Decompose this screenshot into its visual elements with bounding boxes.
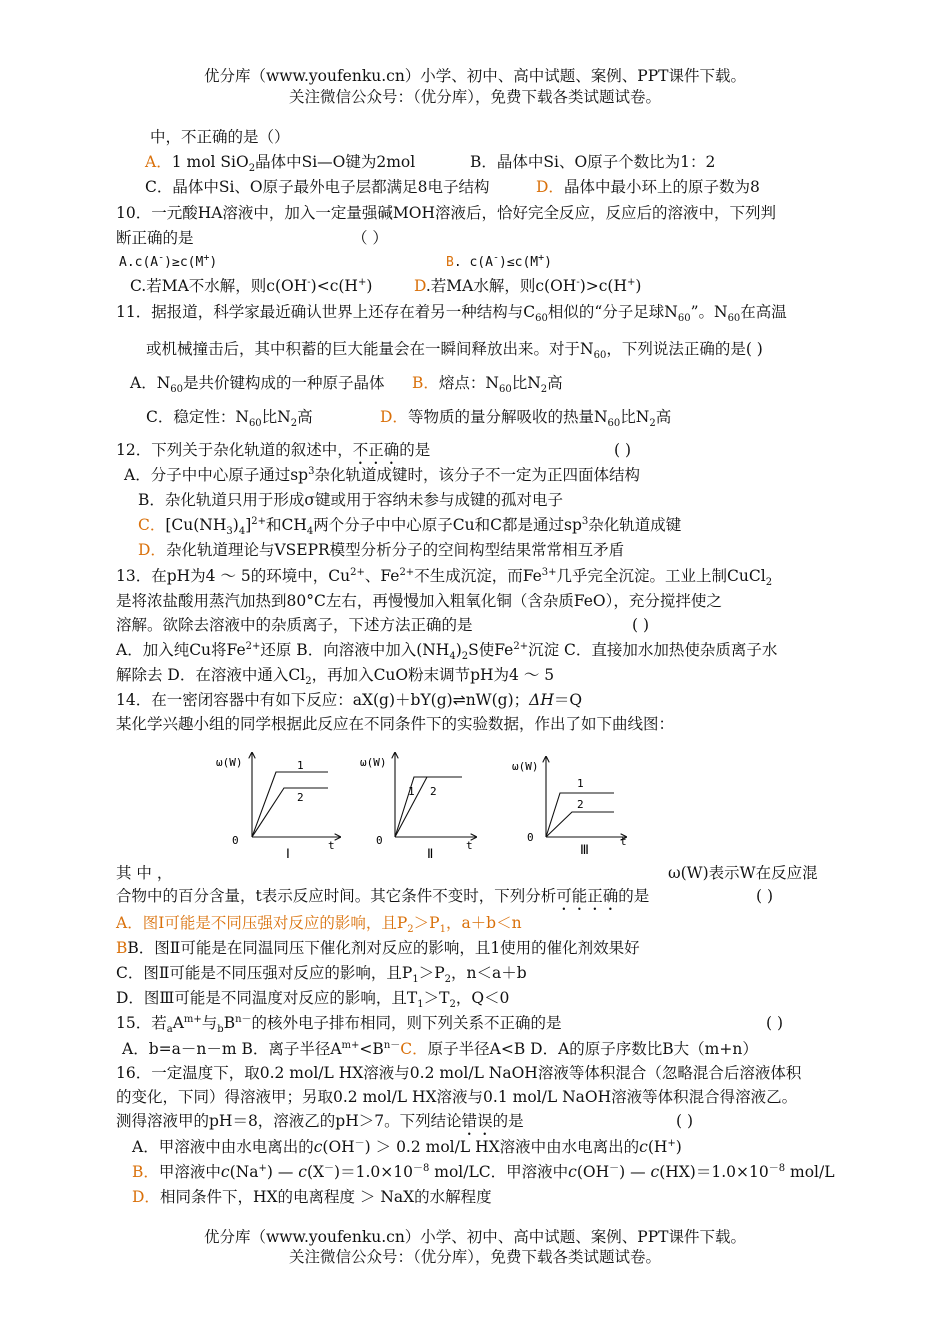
graph-1-origin: 0 bbox=[232, 834, 239, 847]
q14-option-d: D．图Ⅲ可能是不同温度对反应的影响，且$T_1>T_2$，Q＜0 bbox=[116, 989, 510, 1011]
q13-line2: 是将浓盐酸用蒸汽加热到80°C左右，再慢慢加入粗氧化铜（含杂质FeO），充分搅拌使之 bbox=[116, 592, 722, 610]
graph-3-t: t bbox=[620, 835, 627, 848]
graph-1 bbox=[252, 753, 340, 837]
graph-2-roman: Ⅱ bbox=[427, 847, 434, 862]
q10-option-a: A.c(A-)≥c(M+) bbox=[119, 252, 218, 270]
q9-stem: 中，不正确的是（） bbox=[150, 128, 290, 146]
graph-2-curve-1-label: 1 bbox=[408, 785, 415, 798]
q15-options: A．b=a－n－m B．离子半径$A^{m+}<B^{n-}C$．原子半径A<B D．A的原子序数比B大（m+n） bbox=[122, 1039, 758, 1058]
q16-line2: 的变化，下同）得溶液甲；另取0.2 mol/L HX溶液与0.1 mol/L NaOH溶液等体积混合得溶液乙。 bbox=[116, 1088, 798, 1106]
q12-stem: 12．下列关于杂化轨道的叙述中，不正确的是 ( ) bbox=[116, 441, 632, 459]
graph-2-curve-2-label: 2 bbox=[430, 785, 437, 798]
q14-line2: 某化学兴趣小组的同学根据此反应在不同条件下的实验数据，作出了如下曲线图： bbox=[116, 715, 675, 733]
q16-option-a: A．甲溶液中由水电离出的c(OH－) ＞ 0.2 mol/L HX溶液中由水电离出的c(H+) bbox=[132, 1137, 682, 1156]
q11-option-b: B．熔点：$N_{60}$比$N_2$高 bbox=[412, 374, 563, 396]
graph-1-curve-2 bbox=[252, 788, 328, 837]
q13-line1: 13．在pH为4 ～ 5的环境中，$Cu^{2+}$、$Fe^{2+}$不生成沉淀，而$Fe^{3+}$几乎完全沉淀。工业上制CuCl$_2$ bbox=[116, 566, 773, 589]
graph-1-curve-1 bbox=[252, 772, 328, 837]
graph-2-origin: 0 bbox=[376, 834, 383, 847]
q10-option-c: C.若MA不水解，则c(OH-)<c(H+) bbox=[130, 276, 373, 295]
graph-3-curve-1-label: 1 bbox=[577, 777, 584, 790]
graph-3-curve-2-label: 2 bbox=[577, 798, 584, 811]
header-line-1: 优分库（www.youfenku.cn）小学、初中、高中试题、案例、PPT课件下载。 bbox=[203, 67, 747, 85]
graph-3-roman: Ⅲ bbox=[580, 843, 589, 858]
graph-3-curve-2 bbox=[546, 812, 614, 837]
graph-1-curve-2-label: 2 bbox=[297, 791, 304, 804]
q14-graphs bbox=[210, 745, 650, 865]
q13-line5: 解除去 D．在溶液中通入$Cl_2$，再加入CuO粉末调节pH为4 ～ 5 bbox=[116, 666, 555, 688]
q13-line3: 溶解。欲除去溶液中的杂质离子，下述方法正确的是 ( ) bbox=[116, 616, 650, 634]
header-line-2: 关注微信公众号：（优分库），免费下载各类试题试卷。 bbox=[288, 88, 661, 106]
graph-1-roman: Ⅰ bbox=[286, 847, 290, 862]
q11-option-d: D．等物质的量分解吸收的热量$N_{60}$比$N_2$高 bbox=[380, 408, 672, 430]
q11-stem-line2: 或机械撞击后，其中积蓄的巨大能量会在一瞬间释放出来。对于$N_{60}$，下列说法正确的是( ) bbox=[146, 340, 763, 362]
q14-option-b: BB．图Ⅱ可能是在同温同压下催化剂对反应的影响，且1使用的催化剂效果好 bbox=[116, 939, 640, 957]
footer-line-1: 优分库（www.youfenku.cn）小学、初中、高中试题、案例、PPT课件下载。 bbox=[203, 1228, 747, 1246]
q10-stem-line1: 10．一元酸HA溶液中，加入一定量强碱MOH溶液后，恰好完全反应，反应后的溶液中，下列判 bbox=[116, 204, 777, 222]
q14-line3-left: 其 中 ， bbox=[116, 864, 173, 882]
graph-3-origin: 0 bbox=[527, 831, 534, 844]
q16-option-d: D．相同条件下，HX的电离程度 ＞ NaX的水解程度 bbox=[132, 1188, 492, 1206]
graph-3-ylabel: ω(W) bbox=[512, 760, 539, 773]
graph-1-ylabel: ω(W) bbox=[216, 756, 243, 769]
q12-option-b: B．杂化轨道只用于形成σ键或用于容纳未参与成键的孤对电子 bbox=[138, 491, 563, 509]
q11-stem-line1: 11．据报道，科学家最近确认世界上还存在着另一种结构与$C_{60}$相似的“分子足球$N_{60}$”。$N_{60}$在高温 bbox=[116, 303, 787, 325]
q10-option-b: B. c(A-)≤c(M+) bbox=[446, 252, 552, 270]
q9-option-c: C．晶体中Si、O原子最外电子层都满足8电子结构 bbox=[145, 178, 490, 196]
graph-2-ylabel: ω(W) bbox=[360, 756, 387, 769]
q11-option-a: A．$N_{60}$是共价键构成的一种原子晶体 bbox=[130, 374, 385, 396]
q12-option-c: C．$[Cu(NH_3)_4]^{2+}$和$CH_4$两个分子中中心原子Cu和C都是通过$sp^3$杂化轨道成键 bbox=[138, 515, 682, 538]
q15-stem: 15．若$_aA^{m+}$与$_bB^{n-}$的核外电子排布相同，则下列关系不正确的是 ( ) bbox=[116, 1013, 784, 1036]
graph-3 bbox=[546, 757, 626, 837]
footer-line-2: 关注微信公众号：（优分库），免费下载各类试题试卷。 bbox=[288, 1248, 661, 1266]
q12-option-a: A．分子中中心原子通过$sp^3$杂化轨道成键时，该分子不一定为正四面体结构 bbox=[124, 465, 640, 484]
q10-option-d: D.若MA水解，则c(OH-)>c(H+) bbox=[414, 276, 642, 295]
q14-line4: 合物中的百分含量，t表示反应时间。其它条件不变时，下列分析可能正确的是 ( ) bbox=[116, 887, 774, 905]
graph-2-curve-1 bbox=[395, 777, 462, 837]
q9-option-d: D．晶体中最小环上的原子数为8 bbox=[536, 178, 760, 196]
q16-option-b: B．甲溶液中c(Na+) — $c(X^-)=1.0\times 10^{-8}$ mol/LC．甲溶液中c(OH－) — $c(HX)=1.0\times 10^{-8}$ mol/L bbox=[132, 1162, 835, 1181]
q14-line1: 14．在一密闭容器中有如下反应：aX(g)＋bY(g)⇌nW(g)；ΔH＝Q bbox=[116, 691, 583, 709]
q9-option-a: A．1 mol SiO$_2$晶体中Si—O键为2mol bbox=[145, 153, 416, 175]
q16-line3: 测得溶液甲的pH＝8，溶液乙的pH＞7。下列结论错误的是 ( ) bbox=[116, 1112, 694, 1130]
graph-2-t: t bbox=[466, 839, 473, 852]
q13-line4: A．加入纯Cu将$Fe^{2+}$还原 B．向溶液中加入$(NH_4)_2S$使$Fe^{2+}$沉淀 C．直接加水加热使杂质离子水 bbox=[116, 640, 778, 663]
q10-stem-line2: 断正确的是 （ ） bbox=[116, 229, 388, 247]
q14-option-c: C．图Ⅱ可能是不同压强对反应的影响，且$P_1>P_2$，n＜a＋b bbox=[116, 964, 527, 986]
q14-line3-right: ω(W)表示W在反应混 bbox=[668, 864, 818, 882]
equilibrium-arrow-icon: ⇌ bbox=[452, 691, 466, 709]
q14-option-a: A．图Ⅰ可能是不同压强对反应的影响，且$P_2>P_1$，a＋b＜n bbox=[116, 914, 522, 936]
q9-option-b: B．晶体中Si、O原子个数比为1：2 bbox=[470, 153, 716, 171]
q16-line1: 16．一定温度下，取0.2 mol/L HX溶液与0.2 mol/L NaOH溶液等体积混合（忽略混合后溶液体积 bbox=[116, 1064, 802, 1082]
q12-option-d: D．杂化轨道理论与VSEPR模型分析分子的空间构型结果常常相互矛盾 bbox=[138, 541, 625, 559]
graph-1-curve-1-label: 1 bbox=[297, 759, 304, 772]
q11-option-c: C．稳定性：$N_{60}$比$N_2$高 bbox=[146, 408, 313, 430]
graph-1-t: t bbox=[328, 839, 335, 852]
